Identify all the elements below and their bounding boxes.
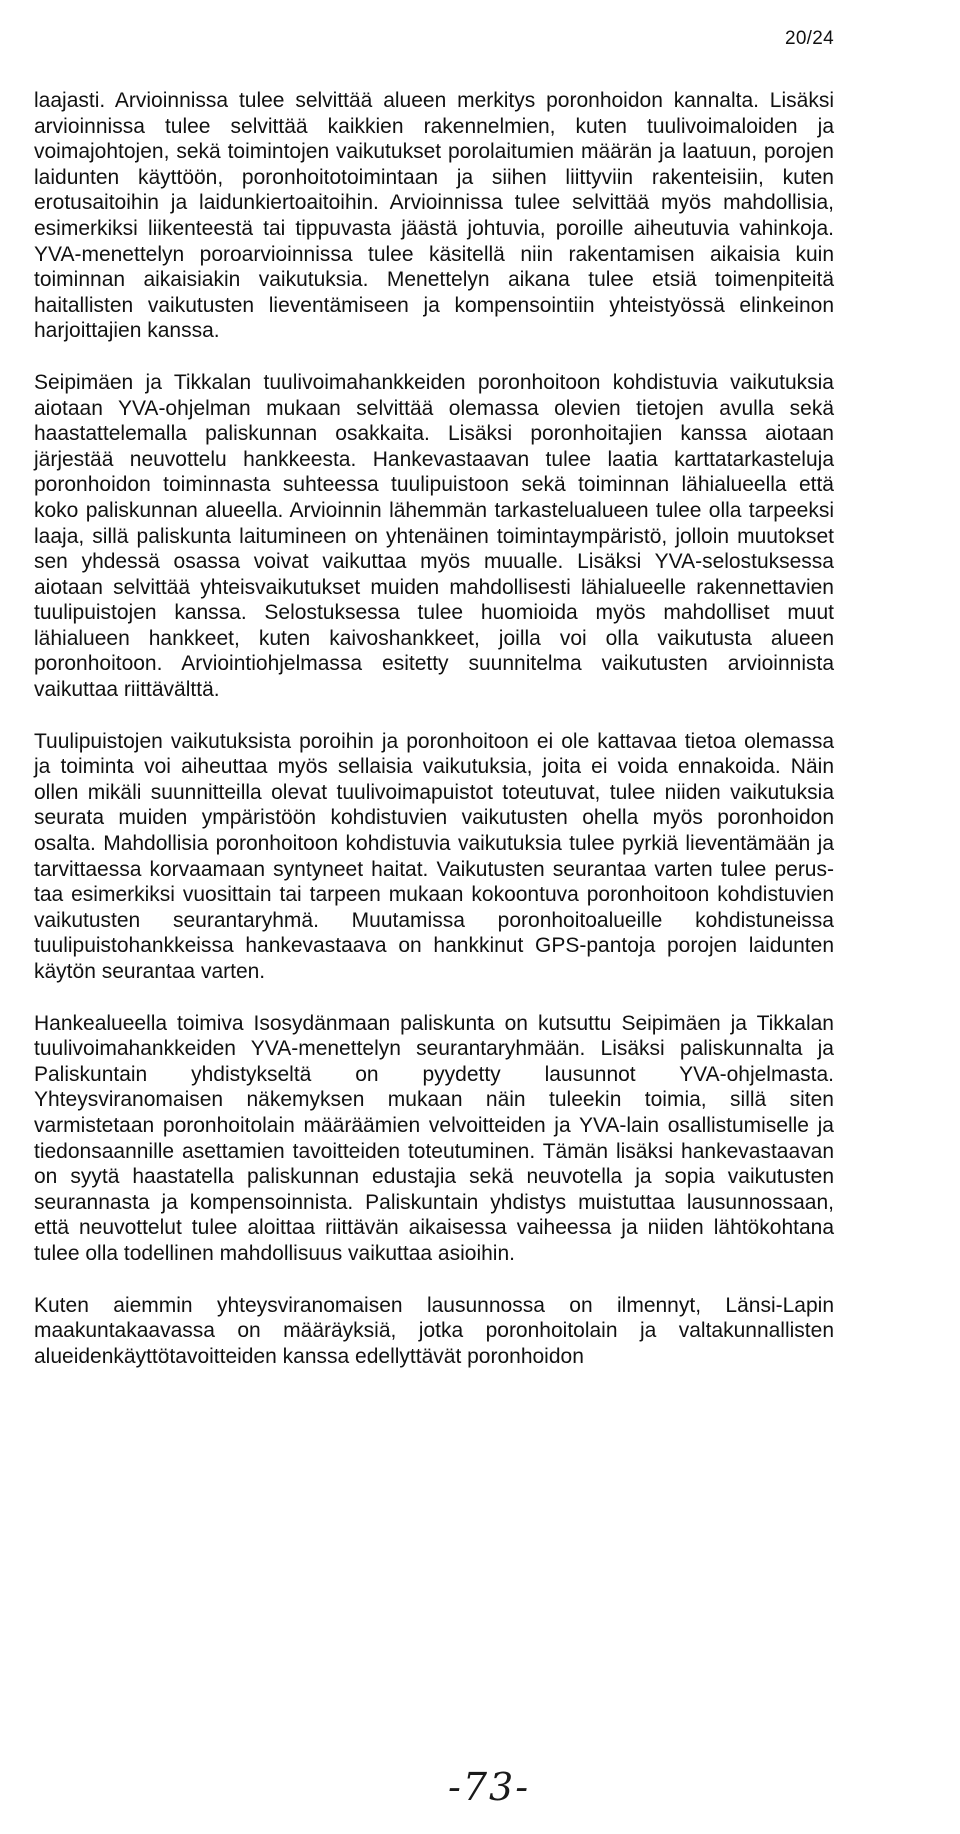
paragraph-4: Hankealueella toimiva Isosydänmaan paliskunta on kutsuttu Seipimäen ja Tikkalan tuulivoimahankkeiden YVA-menettelyn seurantaryhmään. Lisäksi paliskunnalta ja Paliskuntain yhdistykseltä on pyydetty lausunnot YVA-ohjelmasta. Yhteysviranomaisen näkemyksen mukaan näin tuleekin toimia, sillä siten varmistetaan poronhoitolain määräämien velvoitteiden ja YVA-lain osallistumiselle ja tiedonsaannille asettamien tavoitteiden toteutuminen. Tämän lisäksi hankevastaavan on syytä haastatella paliskunnan edustajia sekä neuvotella ja sopia vaikutusten seurannasta ja kompensoinnista. Paliskuntain yhdistys muistuttaa lausunnossaan, että neuvottelut tulee aloittaa riittävän aikaisessa vaiheessa ja niiden lähtökohtana tulee olla todellinen mahdollisuus vaikuttaa asioihin. — [34, 1011, 834, 1265]
paragraph-5: Kuten aiemmin yhteysviranomaisen lausunnossa on ilmennyt, Länsi-Lapin maakuntakaavassa on määräyksiä, jotka poronhoitolain ja valtakunnallisten alueidenkäyttötavoitteiden kanssa edellyttävät poronhoidon — [34, 1293, 834, 1368]
paragraph-3: Tuulipuistojen vaikutuksista poroihin ja poronhoitoon ei ole kattavaa tietoa olemassa ja toiminta voi aiheuttaa myös sellaisia vaikutuksia, joita ei voida ennakoida. Näin ollen mikäli suunnitteilla olevat tuulivoimapuistot toteutuvat, tulee niiden vaikutuksia seurata muiden ympäristöön kohdistuvien vaikutusten ohella myös poronhoidon osalta. Mahdollisia poronhoitoon kohdistuvia vaikutuksia tulee pyrkiä lieventämään ja tarvittaessa korvaamaan syntyneet haitat. Vaikutusten seurantaa varten tulee perustaa esimerkiksi vuosittain tai tarpeen mukaan kokoontuva poronhoitoon kohdistuvien vaikutusten seurantaryhmä. Muutamissa poronhoitoalueille kohdistuneissa tuulipuistohankkeissa hankevastaava on hankkinut GPS-pantoja porojen laidunten käytön seurantaa varten. — [34, 729, 834, 983]
handwritten-page-mark: -73- — [448, 1765, 531, 1809]
page-number: 20/24 — [784, 28, 834, 49]
body-text — [34, 88, 834, 1369]
paragraph-1: laajasti. Arvioinnissa tulee selvittää alueen merkitys poronhoidon kannalta. Lisäksi arvioinnissa tulee selvittää kaikkien rakennelmien, kuten tuulivoimaloiden ja voimajohtojen, sekä toimintojen vaikutukset porolaitumien määrän ja laatuun, porojen laidunten käyttöön, poronhoitotoimintaan ja siihen liittyviin rakenteisiin, kuten erotusaitoihin ja laidunkiertoaitoihin. Arvioinnissa tulee selvittää myös mahdollisia, esimerkiksi liikenteestä tai tippuvasta jäästä johtuvia, poroille aiheutuvia vahinkoja. YVA-menettelyn poroarvioinnissa tulee käsitellä niin rakentamisen aikaisia kuin toiminnan aikaisiakin vaikutuksia. Menettelyn aikana tulee etsiä toimenpiteitä haitallisten vaikutusten lieventämiseen ja kompensointiin yhteistyössä elinkeinon harjoittajien kanssa. — [34, 89, 834, 343]
paragraph-2: Seipimäen ja Tikkalan tuulivoimahankkeiden poronhoitoon kohdistuvia vaikutuksia aiotaan YVA-ohjelman mukaan selvittää olemassa olevien tietojen avulla sekä haastattelemalla paliskunnan osakkaita. Lisäksi poronhoitajien kanssa aiotaan järjestää neuvottelu hankkeesta. Hankevastaavan tulee laatia karttatarkasteluja poronhoidon toiminnasta suhteessa tuulipuistoon sekä toiminnan lähialueella että koko paliskunnan alueella. Arvioinnin lähemmän tarkastelualueen tulee olla tarpeeksi laaja, sillä paliskunta laitumineen on yhtenäinen toimintaympäristö, jolloin muutokset sen yhdessä osassa voivat vaikuttaa myös muualle. Lisäksi YVA-selostuksessa aiotaan selvittää yhteisvaikutukset muiden mahdollisesti lähialueelle rakennettavien tuulipuistojen kanssa. Selostuksessa tulee huomioida myös mahdolliset muut lähialueen hankkeet, kuten kaivoshankkeet, joilla voi olla vaikutusta alueen poronhoitoon. Arviointiohjelmassa esitetty suunnitelma vaikutusten arvioinnista vaikuttaa riittävälttä. — [34, 370, 834, 702]
